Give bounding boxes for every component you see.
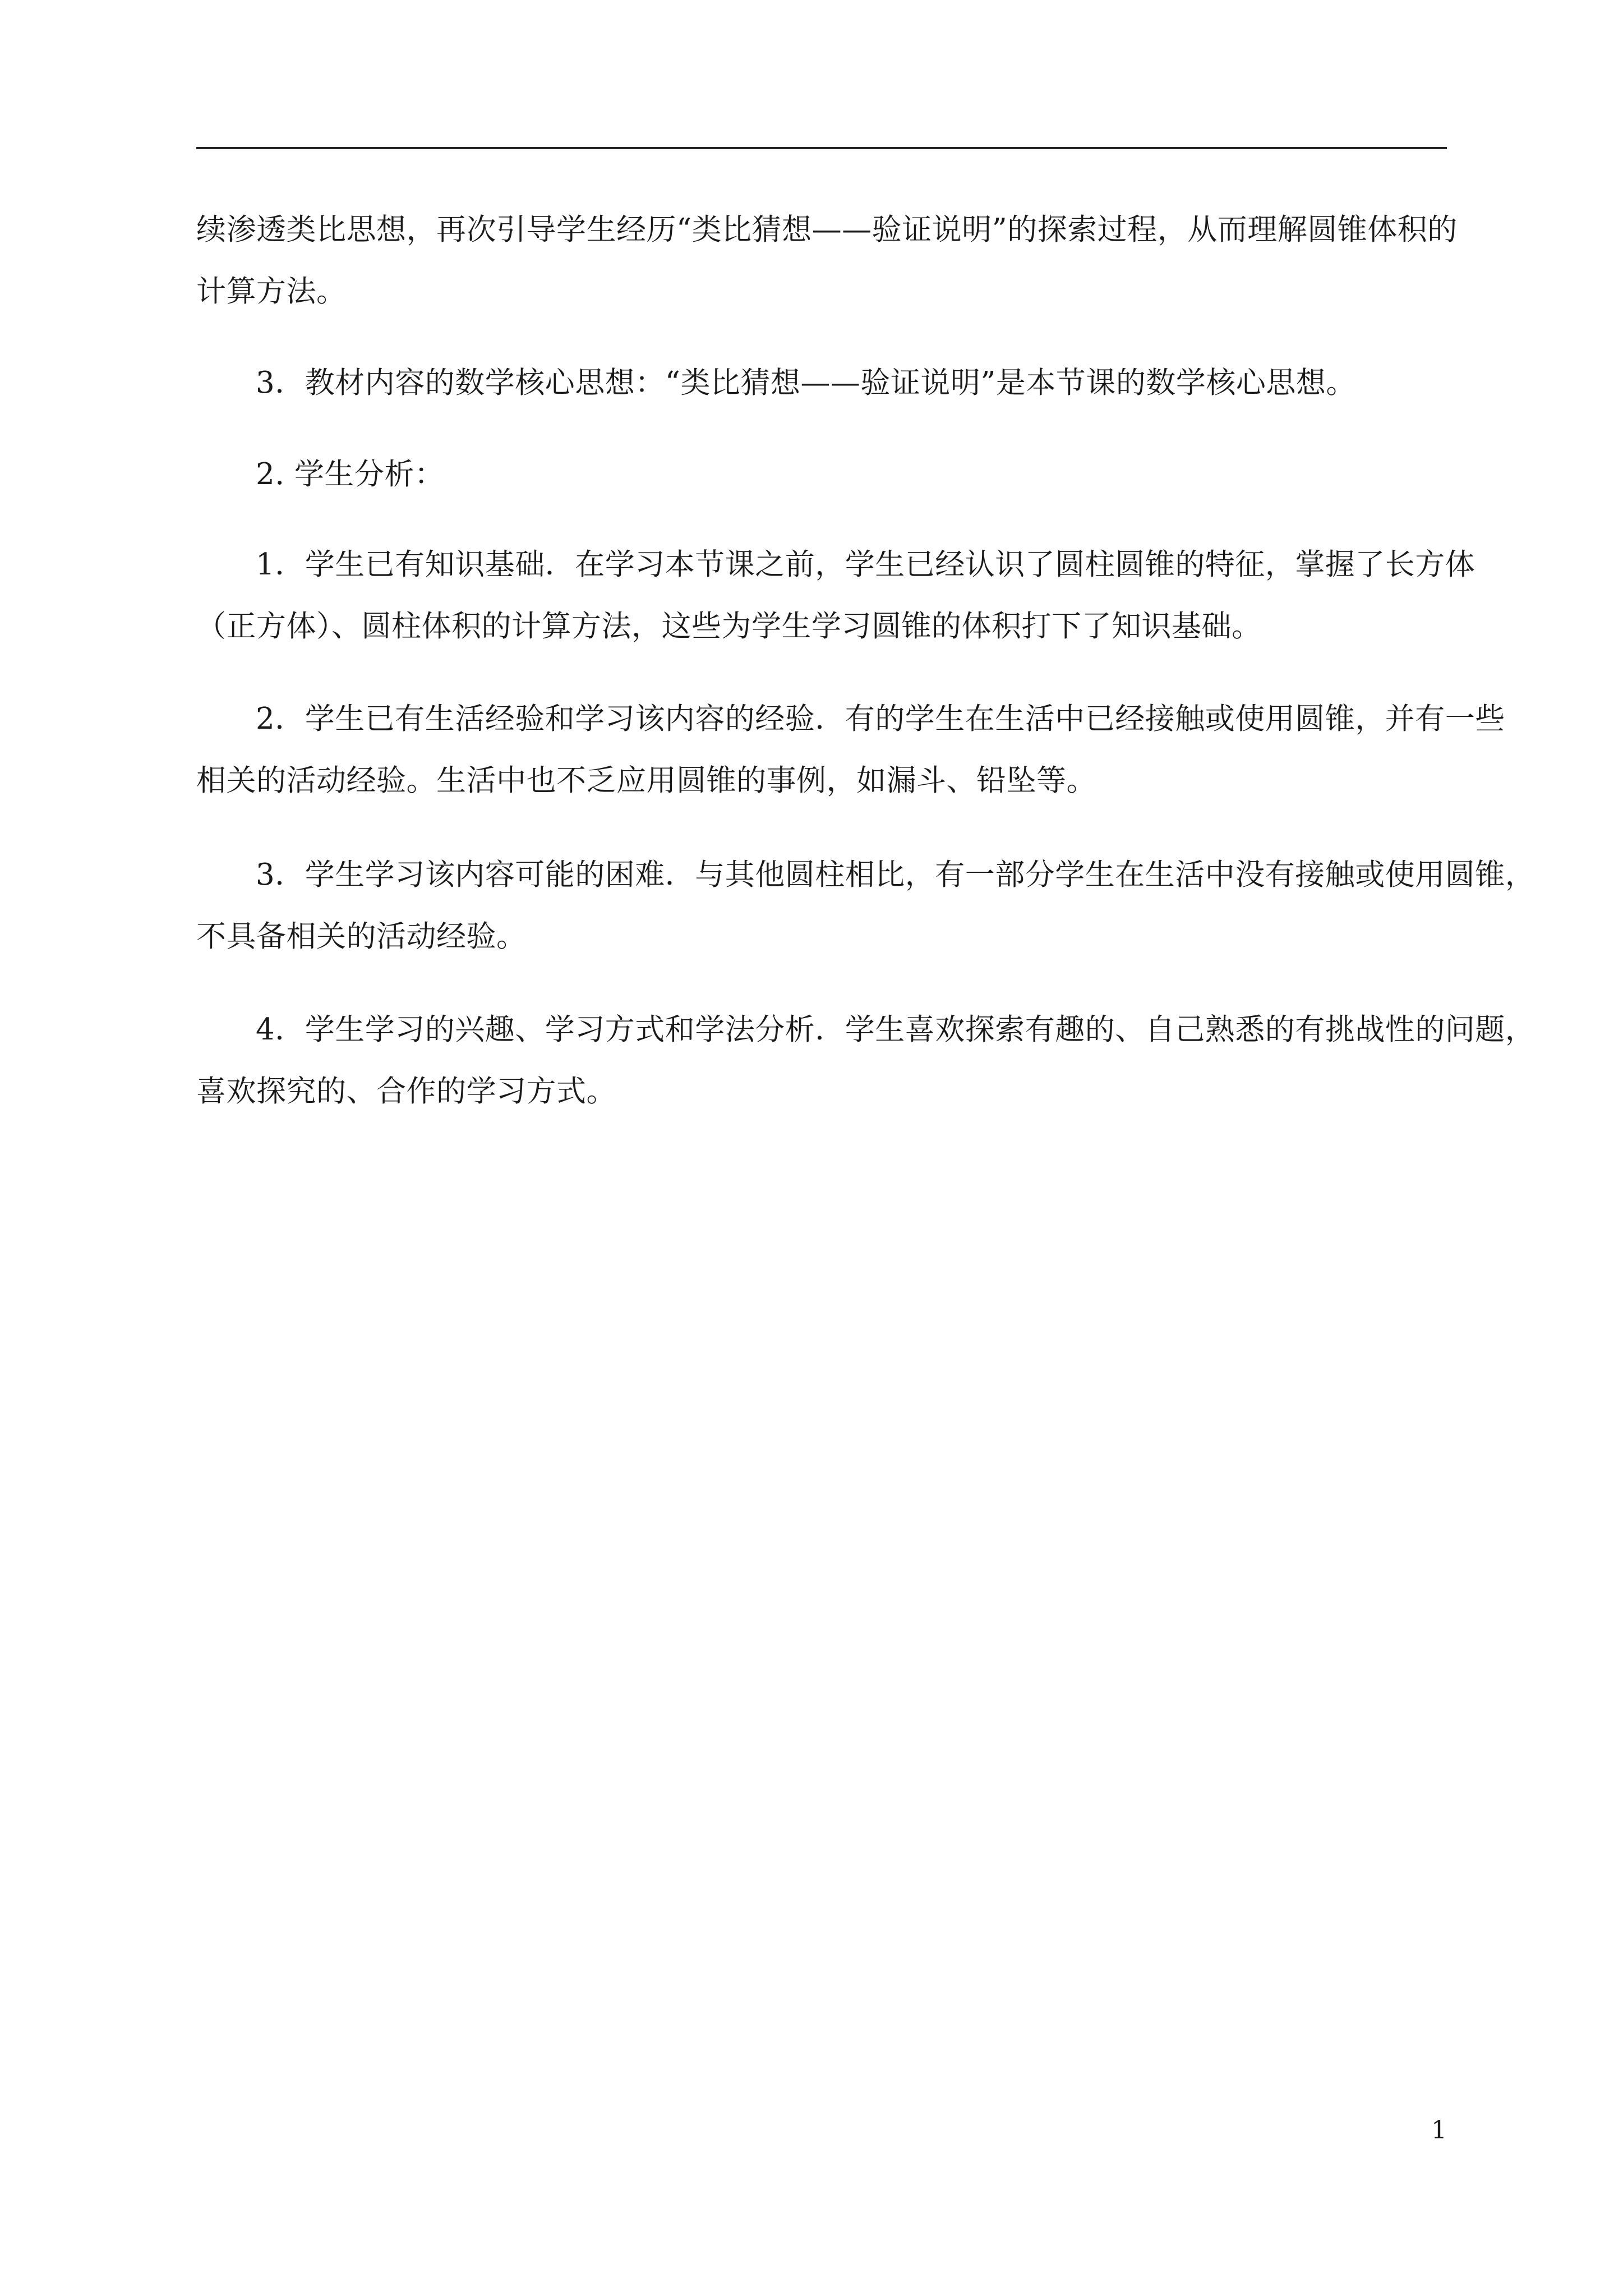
page-number: 1 xyxy=(1431,2116,1447,2145)
section-heading-student-analysis xyxy=(196,444,1447,505)
paragraph-analysis-1 xyxy=(196,534,1476,657)
paragraph-line: 1．学生已有知识基础．在学习本节课之前，学生已经认识了圆柱圆锥的特征，掌握了长方体 xyxy=(256,547,1476,582)
paragraph-line: 3．学生学习该内容可能的困难．与其他圆柱相比，有一部分学生在生活中没有接触或使用圆锥， xyxy=(256,858,1536,892)
paragraph-line: 4．学生学习的兴趣、学习方式和学法分析．学生喜欢探索有趣的、自己熟悉的有挑战性的问题， xyxy=(256,1013,1536,1047)
paragraph-analysis-2 xyxy=(196,688,1505,812)
paragraph-line: 不具备相关的活动经验。 xyxy=(196,919,527,954)
paragraph-line: 喜欢探究的、合作的学习方式。 xyxy=(196,1074,616,1108)
paragraph-core-idea xyxy=(196,352,1447,414)
section-heading: 2. 学生分析： xyxy=(256,457,445,491)
paragraph-continuation xyxy=(196,199,1458,323)
paragraph-line: 续渗透类比思想，再次引导学生经历“类比猜想——验证说明”的探索过程，从而理解圆锥体积的 xyxy=(196,213,1458,247)
paragraph-line: 计算方法。 xyxy=(196,274,347,309)
paragraph-line: 2．学生已有生活经验和学习该内容的经验．有的学生在生活中已经接触或使用圆锥，并有一些 xyxy=(256,702,1505,736)
paragraph-line: 相关的活动经验。生活中也不乏应用圆锥的事例，如漏斗、铅坠等。 xyxy=(196,763,1096,798)
paragraph-line: 3．教材内容的数学核心思想：“类比猜想——验证说明”是本节课的数学核心思想。 xyxy=(256,366,1356,400)
paragraph-analysis-4 xyxy=(196,999,1536,1122)
paragraph-line: （正方体）、圆柱体积的计算方法，这些为学生学习圆锥的体积打下了知识基础。 xyxy=(196,609,1262,643)
header-rule xyxy=(196,147,1447,149)
paragraph-analysis-3 xyxy=(196,844,1536,968)
